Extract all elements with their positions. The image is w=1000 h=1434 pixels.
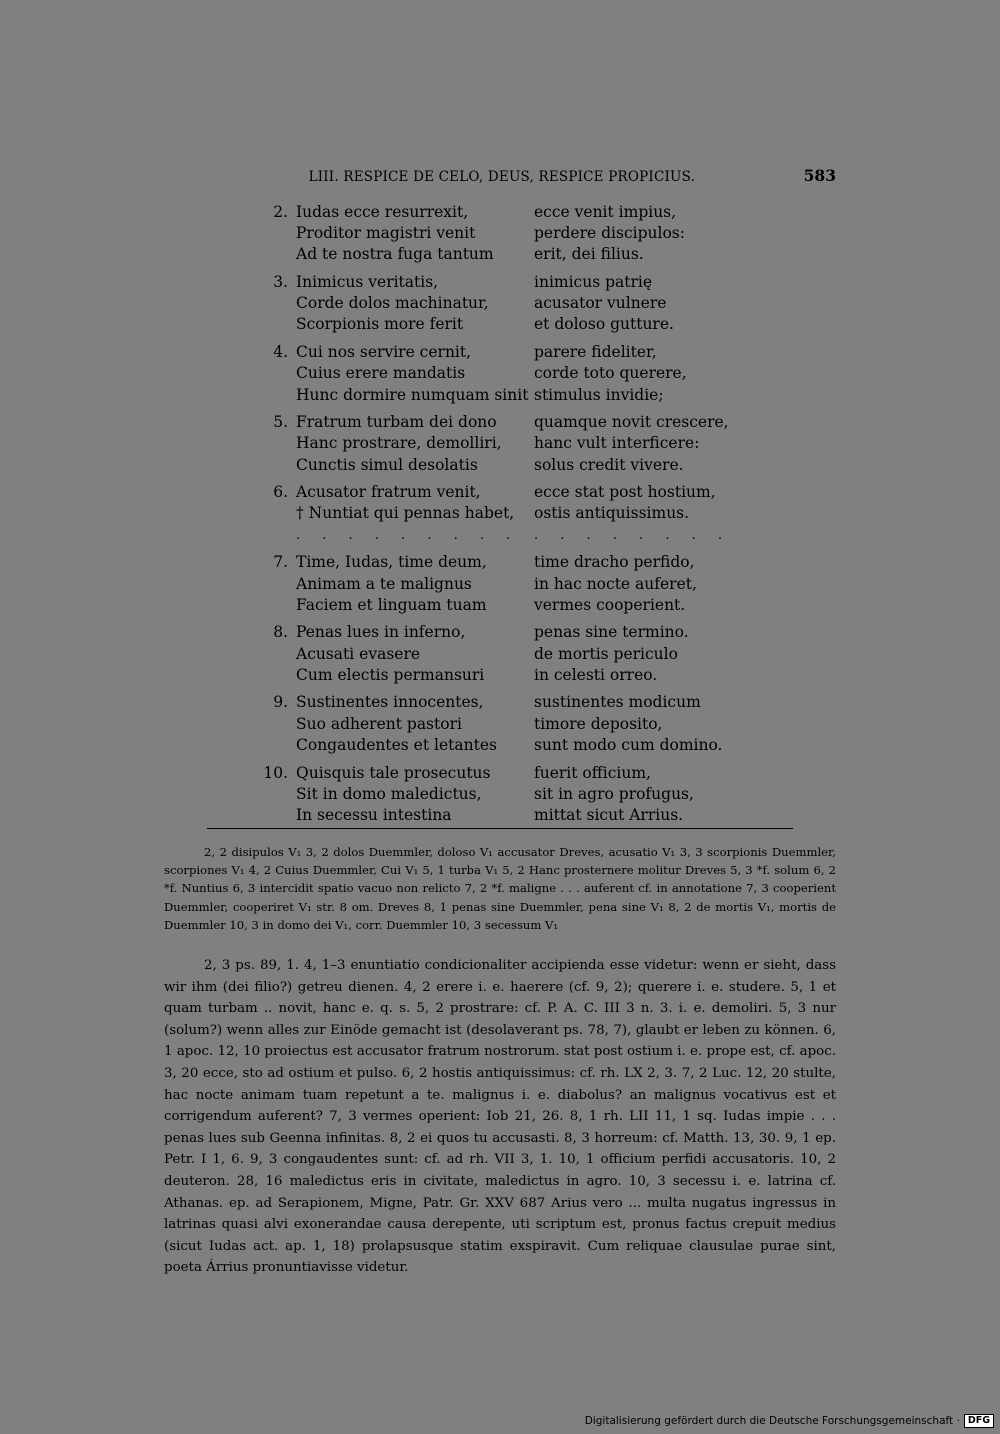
- verse-right-half: de mortis periculo: [534, 644, 678, 663]
- stanza-number: [262, 244, 296, 265]
- verse-left-half: Acusati evasere: [296, 644, 421, 663]
- stanza: [262, 552, 842, 616]
- stanza-number: [262, 293, 296, 314]
- verse-right-half: ecce stat post hostium,: [534, 483, 716, 502]
- stanza-number: 8.: [273, 623, 288, 642]
- stanza: [262, 272, 842, 336]
- verse-line: [262, 482, 842, 503]
- stanza-number: 2.: [273, 203, 288, 221]
- verse-right-half: sunt modo cum domino.: [534, 735, 723, 754]
- verse-left-half: Quisquis tale prosecutus: [296, 763, 491, 782]
- stanza-number: [262, 433, 296, 454]
- verse-left-half: In secessu intestina: [296, 805, 452, 824]
- stanza-number: [262, 595, 296, 616]
- running-head-title: LIII. RESPICE DE CELO, DEUS, RESPICE PROPICIUS.: [308, 169, 696, 185]
- verse-left-half: Penas lues in inferno,: [296, 623, 466, 642]
- stanza: [262, 692, 842, 756]
- stanza: [262, 763, 842, 827]
- stanza-number: [262, 385, 296, 406]
- verse-line: [262, 385, 842, 406]
- verse-left-half: † Nuntiat qui pennas habet,: [296, 504, 515, 523]
- footer-text: Digitalisierung gefördert durch die Deutsche Forschungsgemeinschaft ·: [584, 1415, 960, 1427]
- stanza-number: [262, 314, 296, 335]
- verse-line: [262, 455, 842, 476]
- stanza-number: [262, 644, 296, 665]
- verse-left-half: Acusator fratrum venit,: [296, 483, 481, 502]
- verse-line: [262, 784, 842, 805]
- commentary-notes: [164, 955, 836, 1279]
- verse-right-half: penas sine termino.: [534, 623, 689, 642]
- stanza-number: 9.: [273, 693, 288, 712]
- verse-left-half: Proditor magistri venit: [296, 224, 476, 243]
- stanza-number: [262, 665, 296, 686]
- verse-left-half: Suo adherent pastori: [296, 714, 462, 733]
- verse-left-half: Fratrum turbam dei dono: [296, 413, 497, 432]
- digitization-footer: [585, 1414, 994, 1428]
- stanza: [262, 202, 842, 266]
- verse-line: [262, 692, 842, 713]
- verse-left-half: Corde dolos machinatur,: [296, 294, 489, 313]
- verse-right-half: perdere discipulos:: [534, 224, 685, 243]
- running-head: [200, 166, 836, 185]
- stanza-number: 4.: [273, 343, 288, 362]
- verse-right-half: et doloso gutture.: [534, 315, 674, 334]
- verse-left-half: Sustinentes innocentes,: [296, 693, 484, 712]
- verse-left-half: Cum electis permansuri: [296, 665, 485, 684]
- verse-left-half: Ad te nostra fuga tantum: [296, 245, 494, 264]
- stanza-number: [262, 735, 296, 756]
- verse-right-half: erit, dei filius.: [534, 245, 644, 264]
- dfg-logo: DFG: [964, 1414, 994, 1428]
- apparatus-criticus: [164, 843, 836, 934]
- verse-left-half: Cuius erere mandatis: [296, 364, 466, 383]
- stanza-number: 5.: [273, 413, 288, 432]
- verse-line: [262, 714, 842, 735]
- verse-line: [262, 244, 842, 265]
- verse-left-half: Cui nos servire cernit,: [296, 343, 472, 362]
- page-number: 583: [803, 166, 836, 185]
- verse-left-half: Hunc dormire numquam sinit: [296, 385, 529, 404]
- stanza: [262, 622, 842, 686]
- verse-right-half: in hac nocte auferet,: [534, 574, 697, 593]
- verse-right-half: vermes cooperient.: [534, 595, 686, 614]
- verse-right-half: fuerit officium,: [534, 763, 651, 782]
- verse-right-half: timore deposito,: [534, 714, 663, 733]
- verse-line: [262, 644, 842, 665]
- stanza-number: 10.: [263, 763, 288, 782]
- verse-line: [262, 525, 842, 546]
- verse-line: [262, 314, 842, 335]
- verse-line: [262, 363, 842, 384]
- verse-right-half: . . . . . . . .: [534, 527, 731, 543]
- verse-line: [262, 223, 842, 244]
- stanza-number: [262, 455, 296, 476]
- verse-line: [262, 574, 842, 595]
- verse-right-half: ostis antiquissimus.: [534, 504, 690, 523]
- verse-left-half: Congaudentes et letantes: [296, 735, 497, 754]
- verse-left-half: Cunctis simul desolatis: [296, 455, 478, 474]
- verse-line: [262, 293, 842, 314]
- verse-left-half: Faciem et linguam tuam: [296, 595, 487, 614]
- verse-left-half: Scorpionis more ferit: [296, 315, 464, 334]
- verse-right-half: sustinentes modicum: [534, 693, 701, 712]
- stanza-number: [262, 805, 296, 826]
- stanza-number: [262, 525, 296, 546]
- stanza: [262, 412, 842, 476]
- verse-right-half: parere fideliter,: [534, 343, 657, 362]
- verse-right-half: solus credit vivere.: [534, 455, 684, 474]
- verse-right-half: acusator vulnere: [534, 294, 667, 313]
- verse-line: [262, 805, 842, 826]
- verse-right-half: sit in agro profugus,: [534, 784, 694, 803]
- stanza-number: 7.: [273, 553, 288, 572]
- apparatus-text: 2, 2 disipulos V₁ 3, 2 dolos Duemmler, doloso V₁ accusator Dreves, acusatio V₁ 3, 3 scorpionis Duemmler, scorpiones V₁ 4, 2 Cuius Duemmler, Cui V₁ 5, 1 turba V₁ 5, 2 Hanc prosternere molitur Dreves 5, 3 *f. solum 6, 2 *f. Nuntius 6, 3 intercidit spatio vacuo non relicto 7, 2 *f. maligne . . . auferent cf. in annotatione 7, 3 cooperient Duemmler, cooperiret V₁ str. 8 om. Dreves 8, 1 penas sine Duemmler, pena sine V₁ 8, 2 de mortis V₁, mortis de Duemmler 10, 3 in domo dei V₁, corr. Duemmler 10, 3 secessum V₁: [164, 845, 836, 932]
- stanza-number: [262, 223, 296, 244]
- verse-left-half: Inimicus veritatis,: [296, 273, 439, 292]
- verse-line: [262, 272, 842, 293]
- stanza-number: 3.: [273, 273, 288, 292]
- verse-left-half: . . . . . . . . .: [296, 527, 520, 543]
- verse-line: [262, 342, 842, 363]
- stanza-number: [262, 784, 296, 805]
- verse-right-half: mittat sicut Arrius.: [534, 805, 684, 824]
- stanza: [262, 482, 842, 546]
- verse-right-half: hanc vult interficere:: [534, 434, 700, 453]
- verse-right-half: stimulus invidie;: [534, 385, 664, 404]
- verse-right-half: ecce venit impius,: [534, 203, 677, 221]
- stanza-number: [262, 363, 296, 384]
- verse-line: [262, 433, 842, 454]
- stanza-number: [262, 574, 296, 595]
- poem-stanzas: [262, 202, 842, 833]
- verse-line: [262, 595, 842, 616]
- stanza-number: [262, 503, 296, 524]
- verse-line: [262, 622, 842, 643]
- verse-right-half: inimicus patrię: [534, 273, 653, 292]
- verse-line: [262, 202, 842, 223]
- verse-left-half: Animam a te malignus: [296, 574, 472, 593]
- verse-left-half: Iudas ecce resurrexit,: [296, 203, 469, 221]
- verse-line: [262, 763, 842, 784]
- footnote-rule: [207, 828, 793, 829]
- stanza: [262, 342, 842, 406]
- verse-left-half: Hanc prostrare, demolliri,: [296, 434, 502, 453]
- verse-line: [262, 665, 842, 686]
- stanza-number: 6.: [273, 483, 288, 502]
- verse-left-half: Sit in domo maledictus,: [296, 784, 482, 803]
- verse-left-half: Time, Iudas, time deum,: [296, 553, 487, 572]
- verse-line: [262, 503, 842, 524]
- verse-line: [262, 735, 842, 756]
- verse-right-half: in celesti orreo.: [534, 665, 658, 684]
- commentary-text: 2, 3 ps. 89, 1. 4, 1–3 enuntiatio condicionaliter accipienda esse videtur: wenn er sieht, dass wir ihm (dei filio?) getreu dienen. 4, 2 erere i. e. haerere (cf. 9, 2); querere i. e. studere. 5, 1 et quam turbam .. novit, hanc e. q. s. 5, 2 prostrare: cf. P. A. C. III 3 n. 3. i. e. demoliri. 5, 3 nur (solum?) wenn alles zur Einöde gemacht ist (desolaverant ps. 78, 7), glaubt er leben zu können. 6, 1 apoc. 12, 10 proiectus est accusator fratrum nostrorum. stat post ostium i. e. prope est, cf. apoc. 3, 20 ecce, sto ad ostium et pulso. 6, 2 hostis antiquissimus: cf. rh. LX 2, 3. 7, 2 Luc. 12, 20 stulte, hac nocte animam tuam repetunt a te. malignus i. e. diabolus? an malignus vocativus est et corrigendum auferent? 7, 3 vermes operient: Iob 21, 26. 8, 1 rh. LII 11, 1 sq. Iudas impie . . . penas lues sub Geenna infinitas. 8, 2 ei quos tu accusasti. 8, 3 horreum: cf. Matth. 13, 30. 9, 1 ep. Petr. I 1, 6. 9, 3 congaudentes sunt: cf. ad rh. VII 3, 1. 10, 1 officium perfidi accusatoris. 10, 2 deuteron. 28, 16 maledictus eris in civitate, maledictus in agro. 10, 3 secessu i. e. latrina cf. Athanas. ep. ad Serapionem, Migne, Patr. Gr. XXV 687 Arius vero ... multa nugatus ingressus in latrinas quasi alvi exonerandae causa derepente, uti scriptum est, pronus factus crepuit medius (sicut Iudas act. ap. 1, 18) prolapsusque statim exspiravit. Cum reliquae clausulae purae sint, poeta Árrius pronuntiavisse videtur.: [164, 958, 836, 1276]
- verse-line: [262, 552, 842, 573]
- verse-line: [262, 412, 842, 433]
- verse-right-half: quamque novit crescere,: [534, 413, 729, 432]
- stanza-number: [262, 714, 296, 735]
- verse-right-half: corde toto querere,: [534, 364, 687, 383]
- verse-right-half: time dracho perfido,: [534, 553, 695, 572]
